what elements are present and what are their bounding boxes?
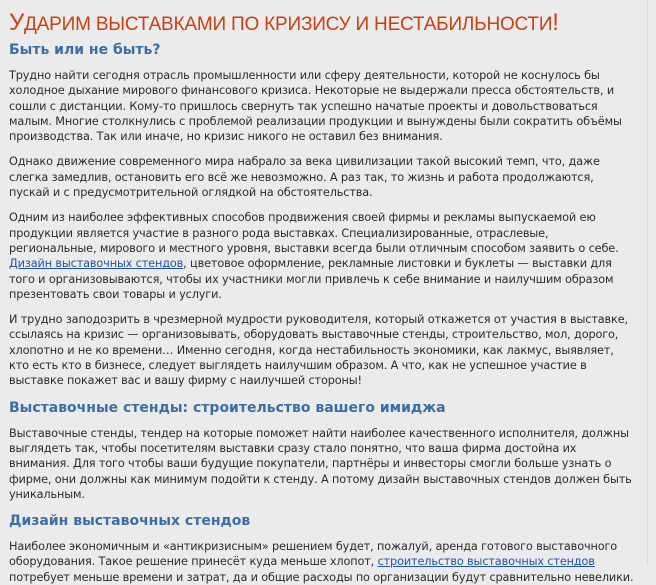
section-heading-be-or-not: Быть или не быть? xyxy=(9,42,161,58)
paragraph xyxy=(9,210,635,302)
paragraph: Однако движение современного мира набрало за века цивилизации такой высокий темп, что, даже слегка замедлив, остановить его всё же невозможно. А раз так, то жизнь и работа продолжаются, пускай и с предусмотрительной оглядкой на обстоятельства. xyxy=(9,155,600,200)
paragraph: И трудно заподозрить в чрезмерной мудрости руководителя, который откажется от участия в выставке, ссылаясь на кризис — организовывать, оборудовать выставочные стенды, строительство, мол, дорого, хлопотно и не ко времени… Именно сегодня, когда нестабильность экономики, как лакмус, выявляет, кто есть кто в бизнесе, следует выглядеть наилучшим образом. А что, как не успешное участие в выставке покажет вас и вашу фирму с наилучшей стороны! xyxy=(9,313,628,388)
paragraph-text: Одним из наиболее эффективных способов продвижения своей фирмы и рекламы выпускаемой ею продукции является участие в разного рода выставках. Специализированные, отраслевые, региональные, мирового и местного уровня, выставки всегда были отличным способом заявить о себе. xyxy=(9,211,619,255)
paragraph xyxy=(9,539,635,585)
stand-construction-link[interactable]: строительство выставочных стендов xyxy=(377,555,595,569)
paragraph-text: потребует меньше времени и затрат, да и общие расходы по организации будут сравнительно невелики. xyxy=(9,570,634,584)
section-heading-stand-design: Дизайн выставочных стендов xyxy=(9,513,251,530)
page-title xyxy=(9,10,635,37)
paragraph-text: , цветовое оформление, рекламные листовки и буклеты — выставки для того и организовываются, чтобы их участники могли привлечь к себе внимание и наилучшим образом презентовать свои товары и услуги. xyxy=(9,257,614,301)
page-title-text: ДАРИМ ВЫСТАВКАМИ ПО КРИЗИСУ И НЕСТАБИЛЬНОСТИ xyxy=(24,14,553,35)
paragraph: Выставочные стенды, тендер на которые поможет найти наиболее качественного исполнителя, должны выглядеть так, чтобы посетителям выставки сразу стало понятно, что ваша фирма достойна их внимания. Для того чтобы ваши будущие покупатели, партнёры и инвесторы смогли больше узнать о фирме, они должны как минимум подойти к стенду. А потому дизайн выставочных стендов должен быть уникальным. xyxy=(9,426,632,501)
stand-design-link[interactable]: Дизайн выставочных стендов xyxy=(9,257,184,271)
page-title-initial: У xyxy=(9,9,25,36)
section-heading-stands-image: Выставочные стенды: строительство вашего имиджа xyxy=(9,399,446,416)
page-title-exclamation: ! xyxy=(552,9,559,36)
paragraph: Трудно найти сегодня отрасль промышленности или сферу деятельности, которой не коснулось бы холодное дыхание мирового финансового кризиса. Некоторые не выдержали пресса обстоятельств, и сошли с дистанции. Кому-то пришлось свернуть так успешно начатые проекты и довольствоваться малым. Многие столкнулись с проблемой реализации продукции и вынуждены были сократить объёмы производства. Так или иначе, но кризис никого не оставил без внимания. xyxy=(9,69,622,144)
paragraph-text: Наиболее экономичным и «антикризисным» решением будет, пожалуй, аренда готового выставочного оборудования. Такое решение принесёт куда меньше хлопот, xyxy=(9,540,618,569)
